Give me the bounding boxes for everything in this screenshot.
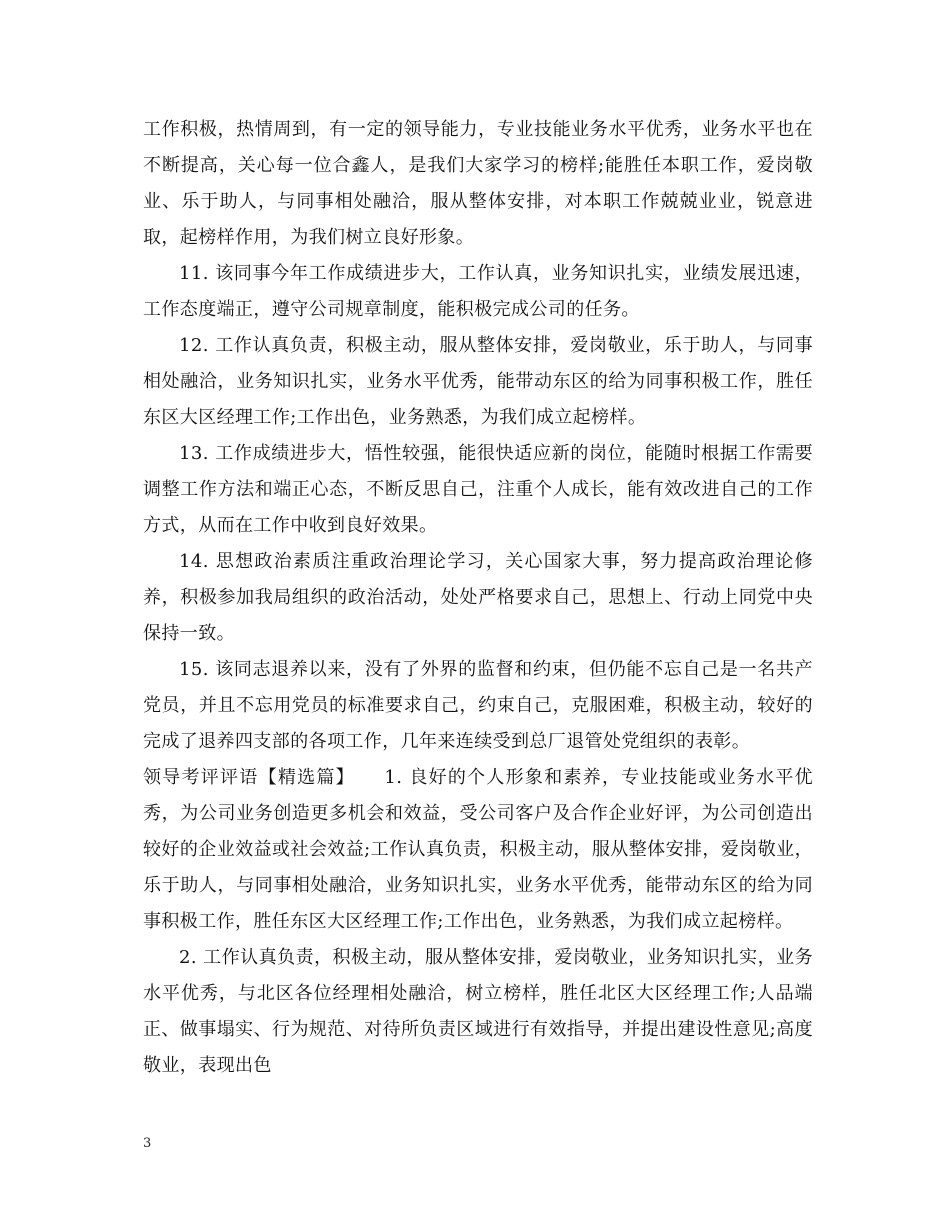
section-heading-paragraph: 领导考评评语【精选篇】 1. 良好的个人形象和素养，专业技能或业务水平优秀，为公司业务创造更多机会和效益，受公司客户及合作企业好评，为公司创造出较好的企业效益或社会效益;工作认真负责，积极主动，服从整体安排，爱岗敬业，乐于助人，与同事相处融洽，业务知识扎实，业务水平优秀，能带动东区的给为同事积极工作，胜任东区大区经理工作;工作出色，业务熟悉，为我们成立起榜样。 xyxy=(143,767,813,932)
paragraph-item-12: 12. 工作认真负责，积极主动，服从整体安排，爱岗敬业，乐于助人，与同事相处融洽，业务知识扎实，业务水平优秀，能带动东区的给为同事积极工作，胜任东区大区经理工作;工作出色，业务熟悉，为我们成立起榜样。 xyxy=(143,335,813,428)
paragraph-item-11: 11. 该同事今年工作成绩进步大，工作认真，业务知识扎实，业绩发展迅速，工作态度端正，遵守公司规章制度，能积极完成公司的任务。 xyxy=(143,263,813,320)
paragraph-item-15: 15. 该同志退养以来，没有了外界的监督和约束，但仍能不忘自己是一名共产党员，并且不忘用党员的标准要求自己，约束自己，克服困难，积极主动，较好的完成了退养四支部的各项工作，几年来连续受到总厂退管处党组织的表彰。 xyxy=(143,659,813,752)
paragraph-continuation: 工作积极，热情周到，有一定的领导能力，专业技能业务水平优秀，业务水平也在不断提高，关心每一位合鑫人，是我们大家学习的榜样;能胜任本职工作，爱岗敬业、乐于助人，与同事相处融洽，服从整体安排，对本职工作兢兢业业，锐意进取，起榜样作用，为我们树立良好形象。 xyxy=(143,119,813,248)
page-number: 3 xyxy=(143,1136,152,1151)
paragraph-item-14: 14. 思想政治素质注重政治理论学习，关心国家大事，努力提高政治理论修养，积极参加我局组织的政治活动，处处严格要求自己，思想上、行动上同党中央保持一致。 xyxy=(143,551,813,644)
paragraph-item-2: 2. 工作认真负责，积极主动，服从整体安排，爱岗敬业，业务知识扎实，业务水平优秀，与北区各位经理相处融洽，树立榜样，胜任北区大区经理工作;人品端正、做事塌实、行为规范、对待所负责区域进行有效指导，并提出建设性意见;高度敬业，表现出色 xyxy=(143,947,813,1076)
paragraph-item-13: 13. 工作成绩进步大，悟性较强，能很快适应新的岗位，能随时根据工作需要调整工作方法和端正心态，不断反思自己，注重个人成长，能有效改进自己的工作方式，从而在工作中收到良好效果。 xyxy=(143,443,813,536)
document-body xyxy=(143,112,813,1084)
